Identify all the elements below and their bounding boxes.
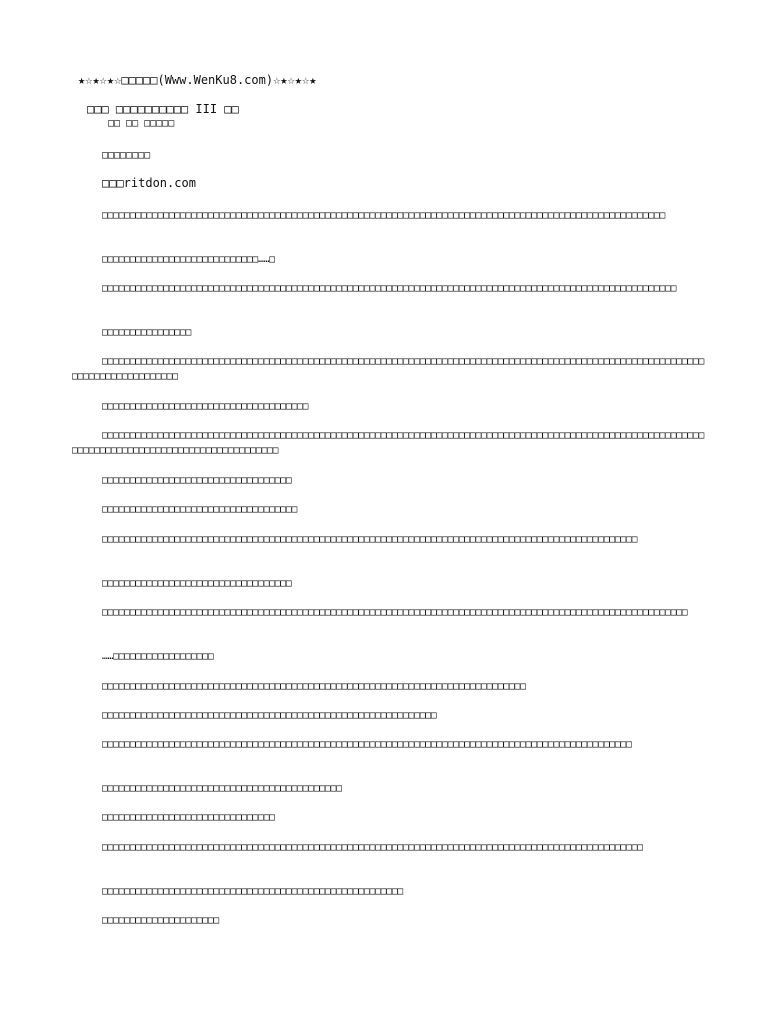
paragraph: □□□□□□□□□□□□□□□□□□□□□□□□□□□□□□□□□□□□□□□□□□□□□□□□□□□□□□□□□□□□□□□□□□□□□□□□□□□□ (102, 681, 526, 692)
paragraph: □□□□□□□□□□□□□□□□ (102, 327, 192, 338)
paragraph: □□□□□□□□□□□□□□□□□□□□□□□□□□□□□□□□□□□□□□□□□□□□□□□□□□□□□□□□□□□□□□□□□□□□□□□□□□□□□□□□□□□□□□□□□□□□□□□ (102, 739, 632, 750)
document-title: □□□ □□□□□□□□□□ III □□ (87, 102, 239, 116)
document-subtitle: □□ □□ □□□□□ (108, 118, 175, 129)
paragraph: □□□□□□□□□□□□□□□□□□□□□□□□□□□□□□□□□□□□□□□□□□□□□□□□□□□□□□□□□□□□□□□□□□□□□□□□□□□□□□□□□□□□□□□□□□□□□□□□□□□□□□□ (102, 283, 677, 294)
paragraph: □□□□□□□□□□□□□□□□□□□□□□□□□□□□□□□□□□□□□□□□□□□□□□□□□□□□□□ (102, 886, 404, 897)
paragraph: ……□□□□□□□□□□□□□□□□□□ (102, 651, 214, 662)
paragraph: □□□□□□□□□□□□□□□□□□□□□□□□□□□□……□ (102, 254, 275, 265)
paragraph: □□□□□□□□□□□□□□□□□□□□□□□□□□□□□□□□□□□□□□□□□□□□□□□□□□□□□□□□□□□□□□□□□□□□□□□□□□□□□□□□□□□□□□□□□□□□□□□□□□□□□□□□□□□□□□□□□□□□□□□□□□□□□□□□□□□□□□□□□□□□□□□□□ (72, 430, 705, 456)
paragraph: □□□□□□□□□□□□□□□□□□□□□□□□□□□□□□□□□□□□□□□□□□□□□□□□□□□□□□□□□□□□□□□□□□□□□□□□□□□□□□□□□□□□□□□□□□□□□□□□□□□□□□□□□ (102, 607, 688, 618)
paragraph: □□□□□□□□□□□□□□□□□□□□□□□□□□□□□□□□□□□ (102, 504, 298, 515)
paragraph: □□□□□□□□□□□□□□□□□□□□□□□□□□□□□□□□□□ (102, 578, 292, 589)
paragraph: □□□□□□□□□□□□□□□□□□□□□□□□□□□□□□□□□□□□□ (102, 401, 309, 412)
source-site: □□□ritdon.com (102, 176, 196, 190)
paragraph: □□□□□□□□□□□□□□□□□□□□□□□□□□□□□□□□□□□□□□□□□□□□□□□□□□□□□□□□□□□□□□□□□□□□□□□□□□□□□□□□□□□□□□□□□□□□□□□□□□□□□ (102, 210, 666, 221)
meta-line: □□□□□□□□ (102, 150, 151, 161)
paragraph: □□□□□□□□□□□□□□□□□□□□□□□□□□□□□□□□□□□□□□□□□□□□□□□□□□□□□□□□□□□□□□□□□□□□□□□□□□□□□□□□□□□□□□□□□□□□□□□□ (102, 534, 638, 545)
paragraph: □□□□□□□□□□□□□□□□□□□□□□□□□□□□□□□□□□□□□□□□□□□ (102, 783, 342, 794)
paragraph: □□□□□□□□□□□□□□□□□□□□□□□□□□□□□□□□□□□□□□□□□□□□□□□□□□□□□□□□□□□□ (102, 710, 437, 721)
site-banner: ★☆★☆★☆□□□□□(Www.WenKu8.com)☆★☆★☆★ (78, 73, 317, 87)
paragraph: □□□□□□□□□□□□□□□□□□□□□□□□□□□□□□□□□□□□□□□□□□□□□□□□□□□□□□□□□□□□□□□□□□□□□□□□□□□□□□□□□□□□□□□□□□□□□□□□□ (102, 842, 643, 853)
paragraph: □□□□□□□□□□□□□□□□□□□□□□□□□□□□□□□□□□ (102, 475, 292, 486)
paragraph: □□□□□□□□□□□□□□□□□□□□□ (102, 915, 220, 926)
paragraph: □□□□□□□□□□□□□□□□□□□□□□□□□□□□□□□□□□□□□□□□□□□□□□□□□□□□□□□□□□□□□□□□□□□□□□□□□□□□□□□□□□□□□□□□□□□□□□□□□□□□□□□□□□□□□□□□□□□□□□□□□□□□□□□ (72, 356, 705, 382)
paragraph: □□□□□□□□□□□□□□□□□□□□□□□□□□□□□□□ (102, 812, 275, 823)
